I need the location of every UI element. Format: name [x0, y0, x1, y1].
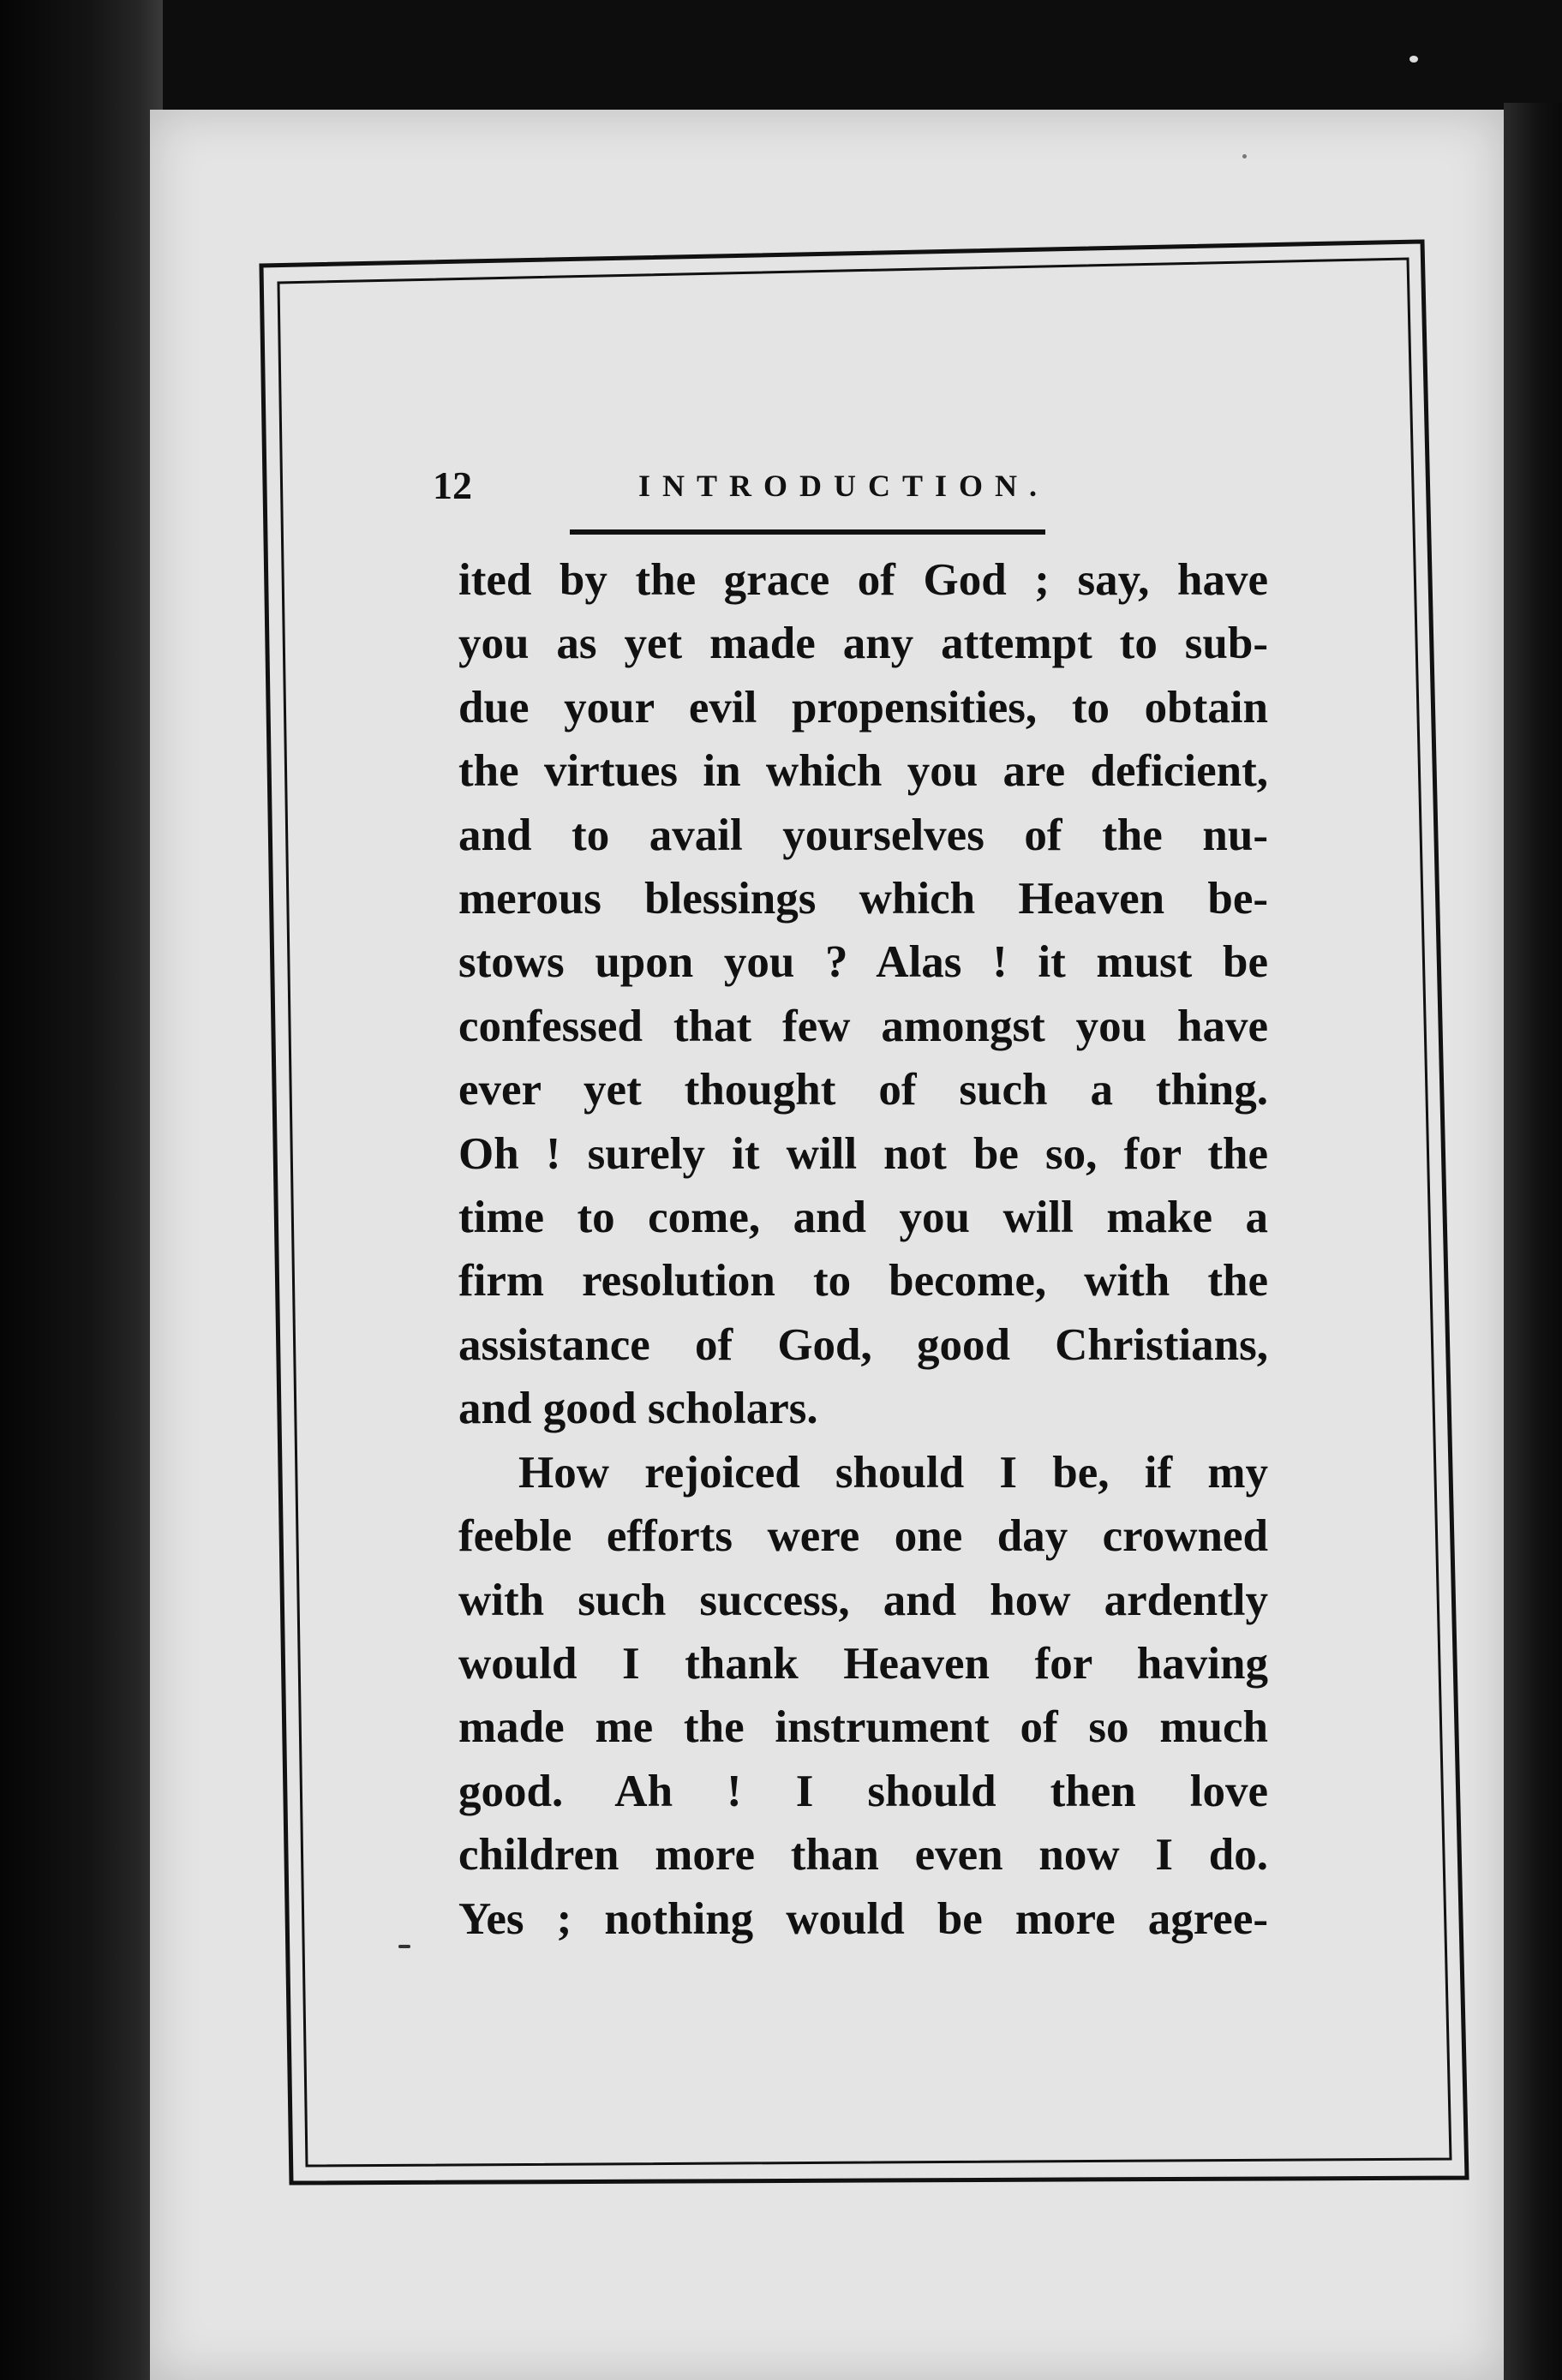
text-line: Oh ! surely it will not be so, for the: [458, 1128, 1268, 1179]
text-line: and to avail yourselves of the nu-: [458, 810, 1268, 860]
text-line: good. Ah ! I should then love: [458, 1766, 1268, 1816]
text-line: How rejoiced should I be, if my: [518, 1447, 1268, 1498]
page-number: 12: [433, 463, 472, 507]
dust-speck: [398, 1945, 410, 1948]
running-head: INTRODUCTION.: [638, 469, 1050, 503]
dust-speck: [1242, 154, 1247, 158]
text-line: children more than even now I do.: [458, 1830, 1268, 1881]
text-line: confessed that few amongst you have: [458, 1001, 1268, 1051]
text-line: ever yet thought of such a thing.: [458, 1065, 1268, 1115]
text-line: Yes ; nothing would be more agree-: [458, 1893, 1268, 1944]
body-text: [458, 548, 1268, 1951]
text-line: due your evil propensities, to obtain: [458, 682, 1268, 733]
dust-speck: [1409, 56, 1418, 63]
header-rule: [570, 529, 1045, 535]
text-line: stows upon you ? Alas ! it must be: [458, 937, 1268, 988]
text-line: assistance of God, good Christians,: [458, 1319, 1268, 1370]
page-header: [433, 463, 1084, 523]
text-line: firm resolution to become, with the: [458, 1256, 1268, 1307]
text-line: would I thank Heaven for having: [458, 1638, 1268, 1689]
text-line: you as yet made any attempt to sub-: [458, 619, 1268, 669]
text-line: feeble efforts were one day crowned: [458, 1511, 1268, 1562]
text-line: made me the instrument of so much: [458, 1702, 1268, 1753]
text-line: the virtues in which you are deficient,: [458, 746, 1268, 797]
text-line: time to come, and you will make a: [458, 1193, 1268, 1243]
text-line: with such success, and how ardently: [458, 1575, 1268, 1625]
text-line: and good scholars.: [458, 1384, 818, 1434]
text-line: ited by the grace of God ; say, have: [458, 555, 1268, 605]
text-line: merous blessings which Heaven be-: [458, 874, 1268, 924]
